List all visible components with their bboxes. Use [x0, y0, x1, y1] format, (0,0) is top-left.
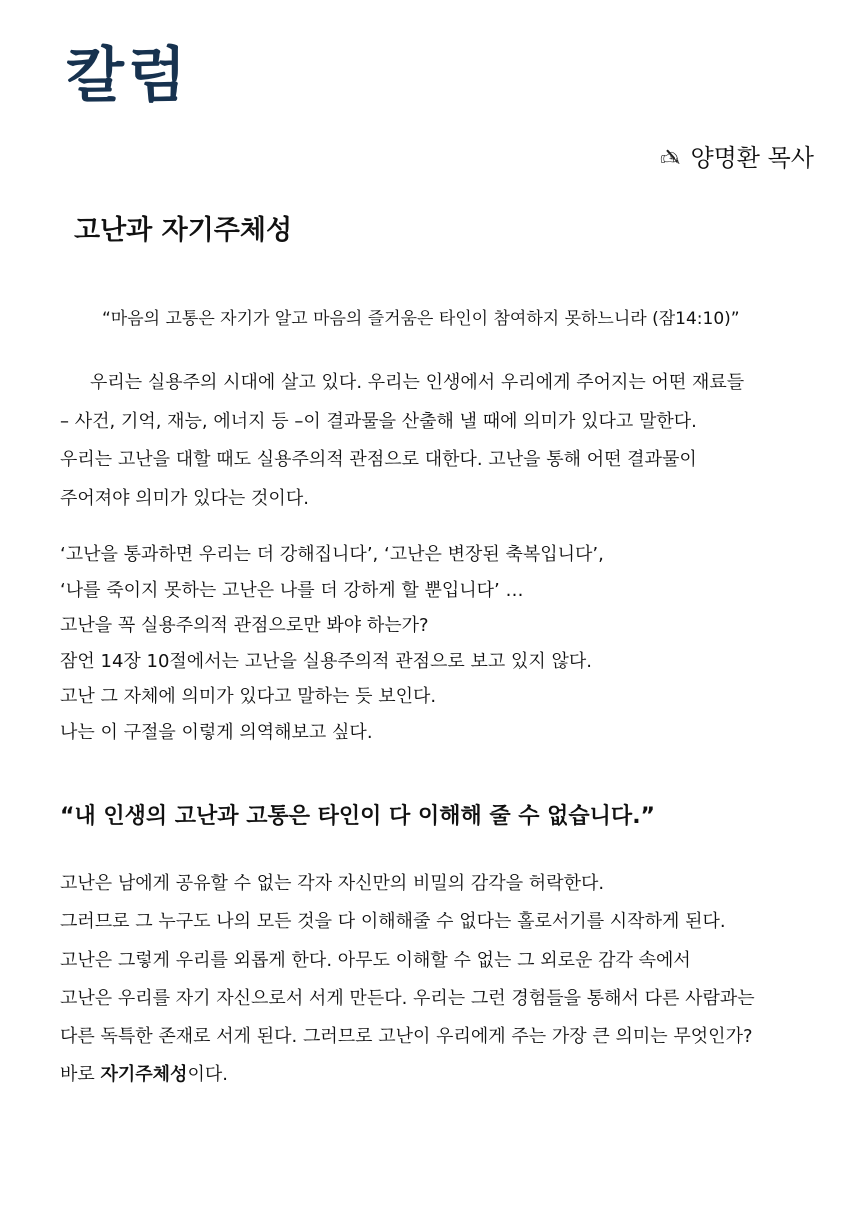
paragraph-line: 나는 이 구절을 이렇게 의역해보고 싶다. [60, 721, 373, 743]
paragraph-line: 잠언 14장 10절에서는 고난을 실용주의적 관점으로 보고 있지 않다. [60, 650, 593, 672]
writing-hand-icon: ✍ [660, 144, 681, 172]
paragraph-line: 주어져야 의미가 있다는 것이다. [60, 487, 309, 509]
article-title: 고난과 자기주체성 [74, 215, 293, 246]
closing-suffix: 이다. [187, 1064, 228, 1086]
paragraph-line: 우리는 실용주의 시대에 살고 있다. 우리는 인생에서 우리에게 주어지는 어떤 재료들 [90, 372, 745, 393]
paragraph-line: – 사건, 기억, 재능, 에너지 등 –이 결과물을 산출해 낼 때에 의미가 있다고 말한다. [60, 410, 697, 432]
closing-line [60, 1056, 810, 1094]
highlight-quote: “내 인생의 고난과 고통은 타인이 다 이해해 줄 수 없습니다.” [60, 804, 656, 829]
closing-emphasis: 자기주체성 [100, 1064, 188, 1086]
paragraph-line: 고난은 그렇게 우리를 외롭게 한다. 아무도 이해할 수 없는 그 외로운 감각 속에서 [60, 949, 691, 971]
paragraph-line: 우리는 고난을 대할 때도 실용주의적 관점으로 대한다. 고난을 통해 어떤 결과물이 [60, 449, 697, 470]
paragraph-line: 고난은 우리를 자기 자신으로서 서게 만든다. 우리는 그런 경험들을 통해서 다른 사람과는 [60, 987, 755, 1009]
paragraph-line: 고난을 꼭 실용주의적 관점으로만 봐야 하는가? [60, 615, 429, 637]
author-byline [660, 140, 814, 176]
closing-prefix: 바로 [60, 1064, 101, 1086]
paragraph-line: 그러므로 그 누구도 나의 모든 것을 다 이해해줄 수 없다는 홀로서기를 시작하게 된다. [60, 911, 726, 933]
paragraph-line: 고난은 남에게 공유할 수 없는 각자 자신만의 비밀의 감각을 허락한다. [60, 873, 605, 894]
paragraph-line: 다른 독특한 존재로 서게 된다. 그러므로 고난이 우리에게 주는 가장 큰 의미는 무엇인가? [60, 1026, 753, 1048]
paragraph-2 [60, 537, 810, 751]
epigraph-quote: “마음의 고통은 자기가 알고 마음의 즐거움은 타인이 참여하지 못하느니라 (잠14:10)” [102, 309, 740, 329]
author-name: 양명환 목사 [690, 144, 814, 172]
paragraph-line: ‘나를 죽이지 못하는 고난은 나를 더 강하게 할 뿐입니다’ … [60, 579, 524, 601]
paragraph-line: 고난 그 자체에 의미가 있다고 말하는 듯 보인다. [60, 686, 437, 708]
column-label: 칼럼 [66, 41, 190, 111]
paragraph-line: ‘고난을 통과하면 우리는 더 강해집니다’, ‘고난은 변장된 축복입니다’, [60, 544, 604, 565]
paragraph-3 [60, 865, 810, 1095]
paragraph-1 [60, 364, 810, 518]
